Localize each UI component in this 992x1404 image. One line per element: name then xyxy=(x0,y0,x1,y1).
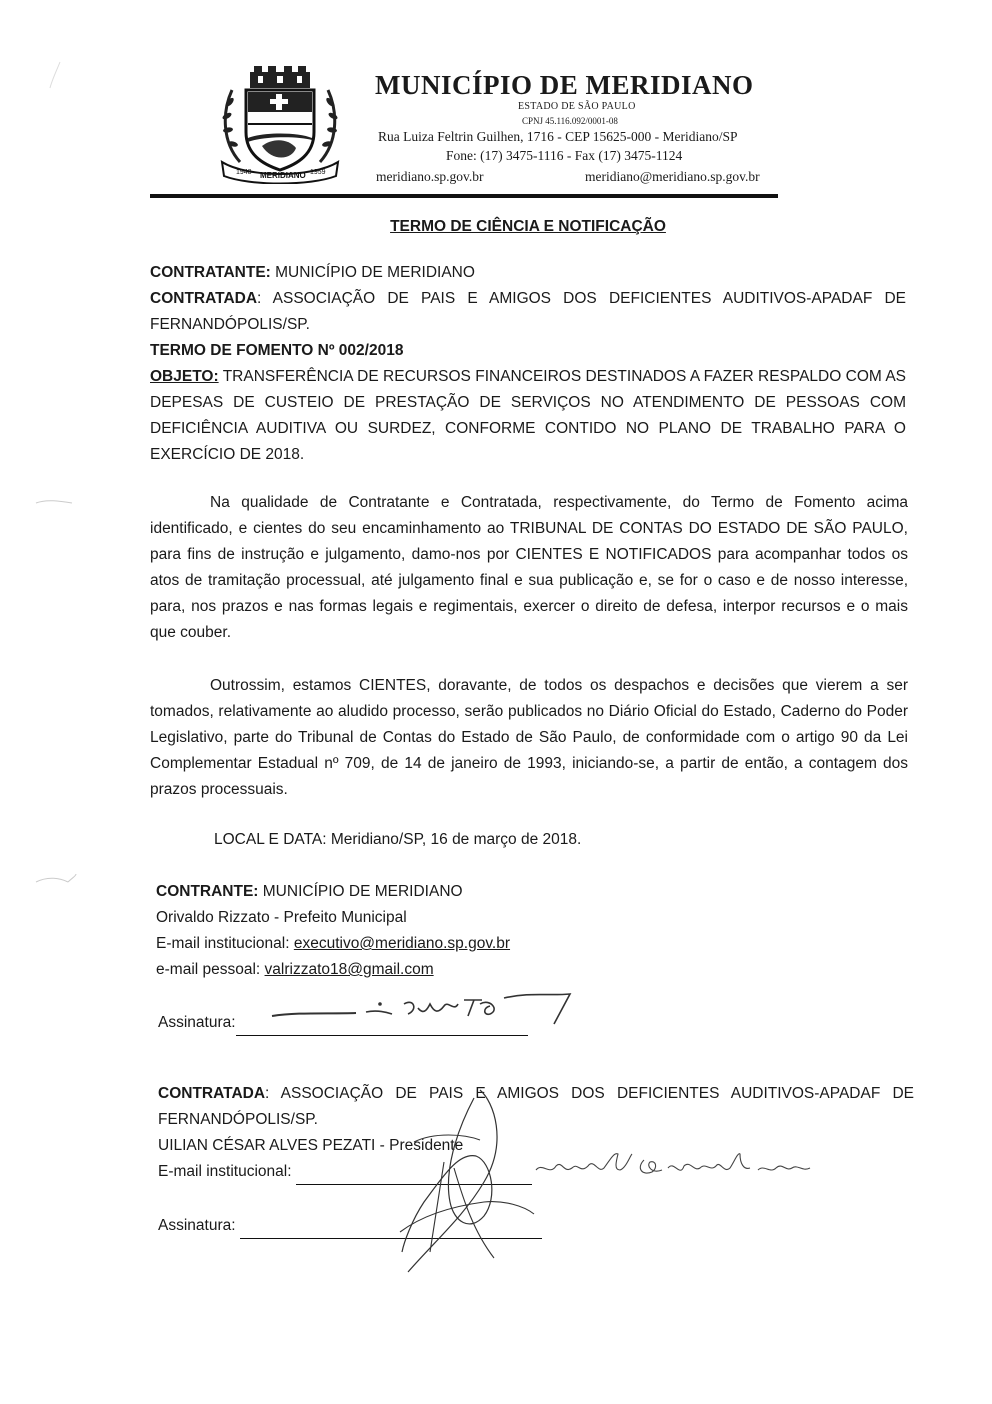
signatory-1-entity: MUNICÍPIO DE MERIDIANO xyxy=(258,883,463,900)
signatory-1-email-institucional xyxy=(156,931,756,957)
objeto-label: OBJETO: xyxy=(150,368,219,385)
municipal-phone: Fone: (17) 3475-1116 - Fax (17) 3475-1124 xyxy=(446,148,683,163)
municipal-email: meridiano@meridiano.sp.gov.br xyxy=(585,169,760,184)
cnpj-number: CPNJ 45.116.092/0001-08 xyxy=(522,116,618,126)
signature-2-label: Assinatura: xyxy=(158,1217,240,1234)
document-title: TERMO DE CIÊNCIA E NOTIFICAÇÃO xyxy=(390,218,666,235)
termo-fomento: TERMO DE FOMENTO Nº 002/2018 xyxy=(150,342,404,359)
contratada-line xyxy=(150,286,906,338)
municipality-name: MUNICÍPIO DE MERIDIANO xyxy=(375,70,754,100)
municipal-address: Rua Luiza Feltrin Guilhen, 1716 - CEP 15625-000 - Meridiano/SP xyxy=(378,129,738,144)
contratante-value: MUNICÍPIO DE MERIDIANO xyxy=(270,264,475,281)
signatory-1-name: Orivaldo Rizzato - Prefeito Municipal xyxy=(156,909,407,926)
signatory-2-name: UILIAN CÉSAR ALVES PEZATI - Presidente xyxy=(158,1137,464,1154)
handwritten-signature-1 xyxy=(268,990,580,1034)
crest-banner-text: MERIDIANO xyxy=(260,171,306,180)
signatory-contratante xyxy=(156,879,756,983)
objeto-line xyxy=(150,364,906,468)
contratada-label: CONTRATADA xyxy=(150,290,258,307)
scan-mark xyxy=(34,872,78,891)
municipal-crest xyxy=(218,62,342,184)
email-pessoal-link[interactable]: valrizzato18@gmail.com xyxy=(264,961,434,978)
handwritten-signature-2 xyxy=(384,1082,544,1282)
signatory-1-header xyxy=(156,879,756,905)
email-institucional-link[interactable]: executivo@meridiano.sp.gov.br xyxy=(293,935,511,952)
contratante-line xyxy=(150,260,906,286)
email-institucional-label: E-mail institucional: xyxy=(156,935,294,952)
scan-mark xyxy=(46,60,66,95)
paragraph-outrossim: Outrossim, estamos CIENTES, doravante, de todos os despachos e decisões que vierem a ser tomados, relativamente ao aludido processo, serão publicados no Diário Oficial do Estado, Caderno do Poder Legislativo, parte do Tribunal de Contas do Estado de São Paulo, de conformidade com o artigo 90 da Lei Complementar Estadual nº 709, de 14 de janeiro de 1993, iniciando-se, a partir de então, a contagem dos prazos processuais. xyxy=(150,677,908,798)
handwritten-email xyxy=(534,1148,820,1188)
state-name: ESTADO DE SÃO PAULO xyxy=(518,101,636,112)
local-and-date: LOCAL E DATA: Meridiano/SP, 16 de março de 2018. xyxy=(214,831,582,848)
signatory-1-label: CONTRANTE: xyxy=(156,883,259,900)
contratada-value: : ASSOCIAÇÃO DE PAIS E AMIGOS DOS DEFICIENTES AUDITIVOS-APADAF DE FERNANDÓPOLIS/SP. xyxy=(150,290,906,333)
crest-year-right: 1959 xyxy=(310,169,326,176)
email-pessoal-label: e-mail pessoal: xyxy=(156,961,265,978)
signature-1-label: Assinatura: xyxy=(158,1014,236,1031)
email-institucional-2-label: E-mail institucional: xyxy=(158,1163,296,1180)
parties-block xyxy=(150,260,906,468)
signatory-2-entity: : ASSOCIAÇÃO DE PAIS E AMIGOS DOS DEFICIENTES AUDITIVOS-APADAF DE FERNANDÓPOLIS/SP. xyxy=(158,1085,914,1128)
contratante-label: CONTRATANTE: xyxy=(150,264,271,281)
letterhead-divider xyxy=(150,194,778,198)
crest-year-left: 1948 xyxy=(236,169,252,176)
paragraph-ciencia: Na qualidade de Contratante e Contratada, respectivamente, do Termo de Fomento acima identificado, e cientes do seu encaminhamento ao TRIBUNAL DE CONTAS DO ESTADO DE SÃO PAULO, para fins de instrução e julgamento, damo-nos por CIENTES E NOTIFICADOS para acompanhar todos os atos de tramitação processual, até julgamento final e sua publicação e, se for o caso e de nosso interesse, para, nos prazos e nas formas legais e regimentais, exercer o direito de defesa, interpor recursos e o mais que couber. xyxy=(150,494,908,641)
scan-mark xyxy=(34,494,74,512)
signatory-1-email-pessoal xyxy=(156,957,756,983)
municipal-website: meridiano.sp.gov.br xyxy=(376,169,484,184)
objeto-value: TRANSFERÊNCIA DE RECURSOS FINANCEIROS DESTINADOS A FAZER RESPALDO COM AS DEPESAS DE CUSTEIO DE PRESTAÇÃO DE SERVIÇOS NO ATENDIMENTO DE PESSOAS COM DEFICIÊNCIA AUDITIVA OU SURDEZ, CONFORME CONTIDO NO PLANO DE TRABALHO PARA O EXERCÍCIO DE 2018. xyxy=(150,368,906,463)
signatory-2-label: CONTRATADA xyxy=(158,1085,266,1102)
